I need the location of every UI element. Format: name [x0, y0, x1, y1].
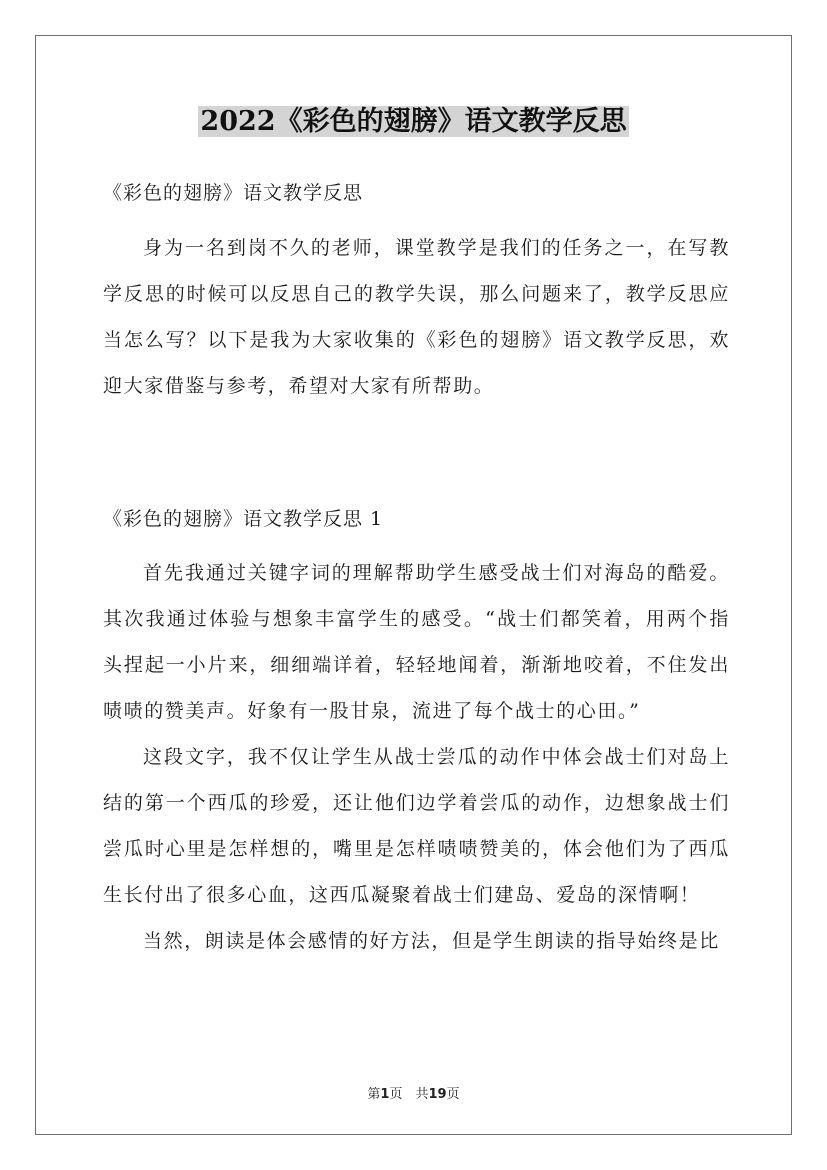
body-paragraph: 这段文字，我不仅让学生从战士尝瓜的动作中体会战士们对岛上结的第一个西瓜的珍爱，还让他们边学着尝瓜的动作，边想象战士们尝瓜时心里是怎样想的，嘴里是怎样啧啧赞美的，体会他们为了西瓜生长付出了很多心血，这西瓜凝聚着战士们建岛、爱岛的深情啊！ — [103, 746, 730, 906]
footer-prefix: 第 — [367, 1087, 381, 1102]
intro-paragraph: 身为一名到岗不久的老师，课堂教学是我们的任务之一，在写教学反思的时候可以反思自己的教学失误，那么问题来了，教学反思应当怎么写？以下是我为大家收集的《彩色的翅膀》语文教学反思，欢迎大家借鉴与参考，希望对大家有所帮助。 — [103, 237, 730, 397]
document-title — [0, 100, 827, 144]
document-subtitle-block — [103, 170, 730, 216]
intro-block — [103, 225, 730, 409]
footer-mid: 页 共 — [389, 1087, 429, 1102]
footer-page-total: 19 — [428, 1087, 447, 1102]
footer-page-current: 1 — [380, 1087, 390, 1102]
section-heading-block — [103, 496, 730, 542]
page-footer — [0, 1083, 827, 1102]
document-title-text: 2022《彩色的翅膀》语文教学反思 — [200, 106, 627, 137]
body-paragraph: 当然，朗读是体会感情的好方法，但是学生朗读的指导始终是比 — [143, 930, 720, 952]
document-subtitle: 《彩色的翅膀》语文教学反思 — [103, 182, 364, 204]
section-body — [103, 550, 730, 964]
body-paragraph: 首先我通过关键字词的理解帮助学生感受战士们对海岛的酷爱。其次我通过体验与想象丰富学生的感受。“战士们都笑着，用两个指头捏起一小片来，细细端详着，轻轻地闻着，渐渐地咬着，不住发出啧啧的赞美声。好象有一股甘泉，流进了每个战士的心田。” — [103, 562, 730, 722]
footer-suffix: 页 — [446, 1087, 460, 1102]
section-heading: 《彩色的翅膀》语文教学反思 1 — [103, 508, 384, 530]
